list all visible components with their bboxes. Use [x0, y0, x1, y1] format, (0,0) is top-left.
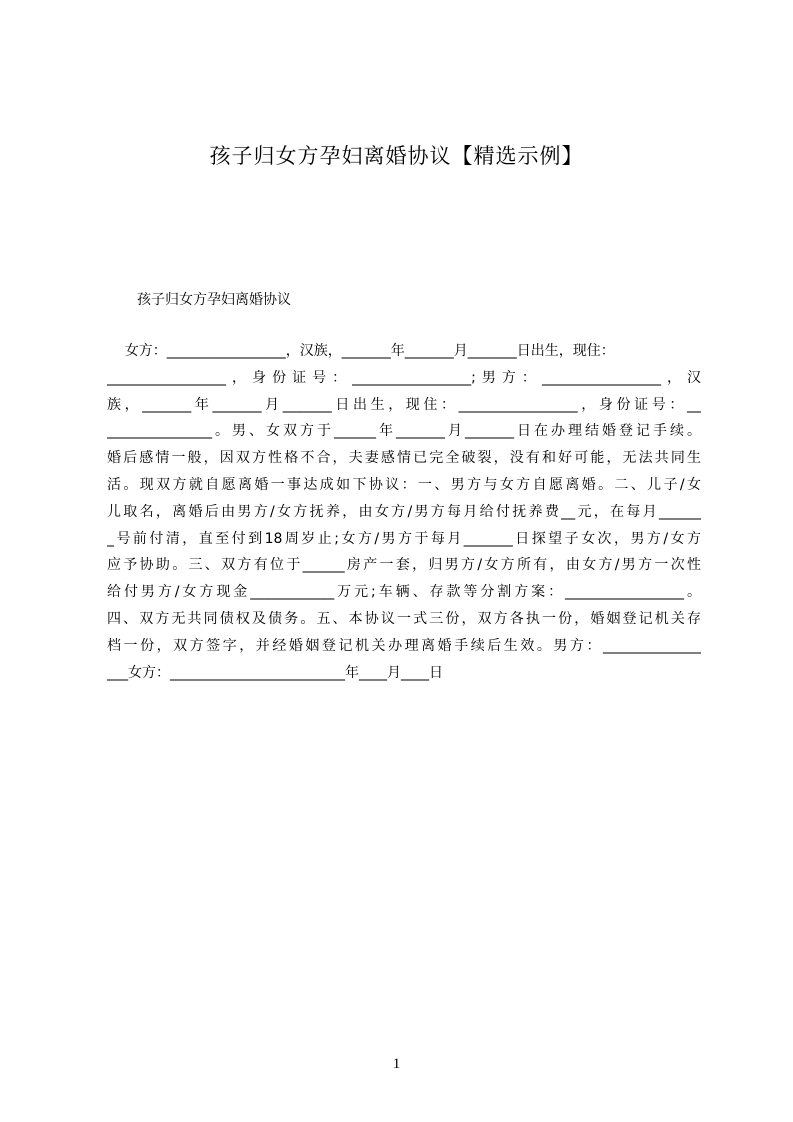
body-line-5: 婚后感情一般，因双方性格不合，夫妻感情已完全破裂，没有和好可能，无法共同生 [107, 450, 701, 467]
body-line-6: 活。现双方就自愿离婚一事达成如下协议：一、男方与女方自愿离婚。二、儿子/女 [107, 476, 701, 493]
body-line-2: _________________，身份证号：_________________;男方：_________________，汉 [107, 369, 701, 386]
body-line-11: 四、双方无共同债权及债务。五、本协议一式三份，双方各执一份，婚姻登记机关存 [107, 610, 701, 627]
body-line-10: 给付男方/女方现金____________万元;车辆、存款等分割方案：_________________。 [107, 584, 701, 601]
body-line-7: 儿取名，离婚后由男方/女方抚养，由女方/男方每月给付抚养费__元，在每月______ [107, 503, 701, 520]
page-number: 1 [392, 1056, 401, 1072]
body-line-9: 应予协助。三、双方有位于______房产一套，归男方/女方所有，由女方/男方一次性 [107, 557, 701, 574]
body-line-8: _号前付清，直至付到18周岁止;女方/男方于每月_______日探望子女次，男方/女方 [107, 530, 701, 547]
document-title: 孩子归女方孕妇离婚协议【精选示例】 [209, 144, 584, 168]
body-line-1: 女方：_________________，汉族，_______年_______月_______日出生，现住： [107, 343, 615, 359]
body-line-13: ___女方：_________________________年____月____日 [107, 664, 443, 681]
body-line-12: 档一份，双方签字，并经婚姻登记机关办理离婚手续后生效。男方：______________ [107, 637, 701, 654]
agreement-body [107, 338, 701, 686]
agreement-heading: 孩子归女方孕妇离婚协议 [137, 292, 291, 308]
body-line-3: 族，_______年_______月_______日出生，现住：_________________，身份证号：__ [107, 396, 701, 413]
body-line-4: _______________。男、女双方于______年_______月_______日在办理结婚登记手续。 [107, 423, 701, 440]
